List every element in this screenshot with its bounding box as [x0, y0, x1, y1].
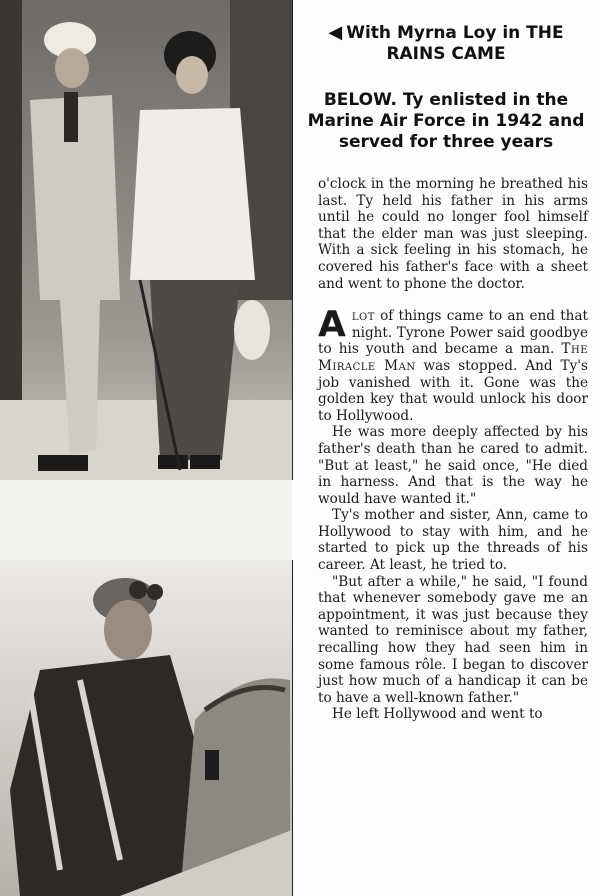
paragraph-1: o'clock in the morning he breathed his last. Ty held his father in his arms until he could no longer fool himself that the elder man was just sleeping. With a sick feeling in his stomach, he covered his father's face with a sheet and went to phone the doctor.: [318, 176, 588, 292]
drop-cap: A: [318, 304, 346, 346]
paragraph-2-part-b: was stopped. And Ty's job vanished with it. Gone was the golden key that would unlock his door to Hollywood.: [318, 357, 588, 424]
lead-word: lot: [351, 308, 375, 325]
photo-gap: [0, 480, 292, 560]
photo-caption-top: [300, 22, 592, 65]
arrow-left-icon: ◀: [328, 22, 343, 43]
photo-marine-air-force: [0, 560, 293, 896]
paragraph-2: [318, 304, 588, 424]
film-title: The Miracle Man: [318, 341, 588, 374]
paragraph-5: "But after a while," he said, "I found that whenever somebody gave me an appointment, it was just because they wanted to reminisce about my father, recalling how they had seen him in some famous rôle. I began to discover just how much of a handicap it can be to have a well-known father.": [318, 573, 588, 706]
paragraph-4: Ty's mother and sister, Ann, came to Hollywood to stay with him, and he started to pick up the threads of his career. At least, he tried to.: [318, 507, 588, 574]
photo-caption-below: BELOW. Ty enlisted in the Marine Air Force in 1942 and served for three years: [307, 90, 585, 152]
paragraph-3: He was more deeply affected by his father's death than he cared to admit. "But at least," he said once, "He died in harness. And that is the way he would have wanted it.": [318, 424, 588, 507]
caption-top-text: With Myrna Loy in THE RAINS CAME: [346, 23, 564, 64]
story-column: [318, 176, 588, 723]
paragraph-2-part-a: of things came to an end that night. Tyrone Power said goodbye to his youth and became a man.: [318, 308, 588, 358]
photo-rains-came: [0, 0, 293, 480]
paragraph-6: He left Hollywood and went to: [332, 706, 543, 723]
